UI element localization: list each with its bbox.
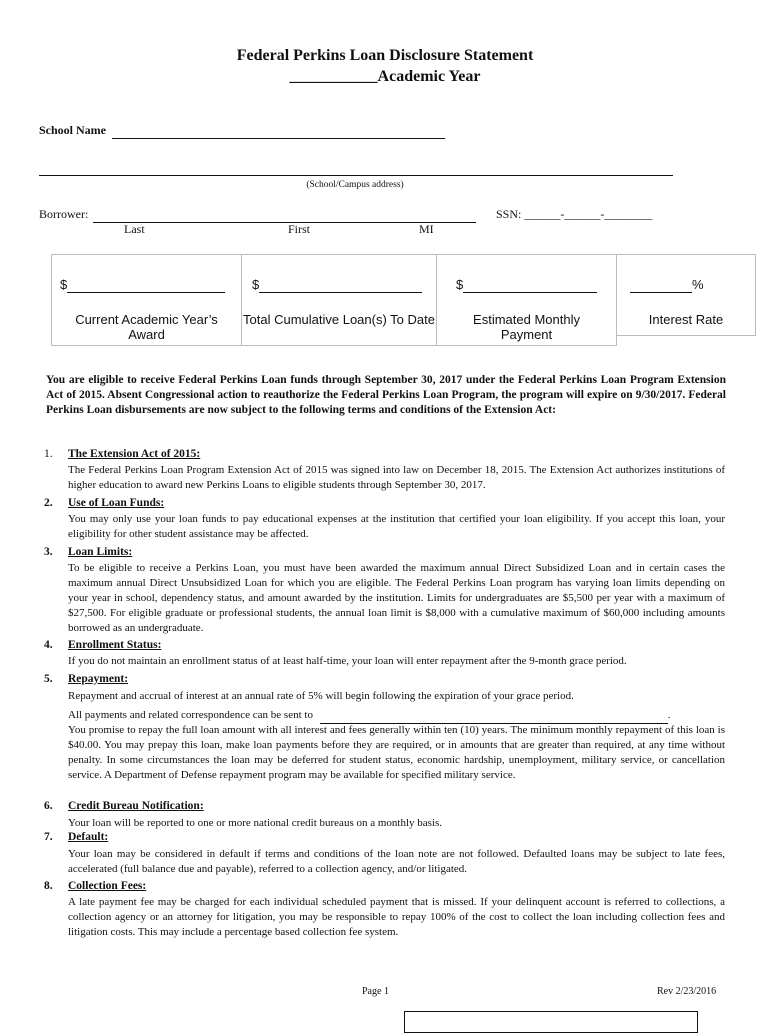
section-2-heading: 2. Use of Loan Funds: bbox=[44, 497, 165, 509]
school-name-label: School Name bbox=[39, 123, 106, 137]
page-title: Federal Perkins Loan Disclosure Statement bbox=[236, 47, 534, 64]
academic-year-line bbox=[0, 68, 770, 86]
award-box bbox=[51, 254, 242, 346]
section-7-body: Your loan may be considered in default if terms and conditions of the loan note are not followed. Defaulted loans may be subject to late fees, accelerated (full balance due and payable), referred to a collection agency, and/or litigated. bbox=[68, 848, 725, 875]
academic-year-blank[interactable]: ___________ bbox=[289, 68, 378, 85]
ssn-label: SSN: bbox=[496, 207, 522, 221]
revision-date: Rev 2/23/2016 bbox=[657, 986, 717, 997]
interest-rate-box bbox=[616, 254, 756, 336]
section-5-payment-address-row: All payments and related correspondence can be sent to . bbox=[68, 708, 725, 724]
section-8-heading: 8. Collection Fees: bbox=[44, 880, 147, 892]
section-8-body: A late payment fee may be charged for each individual scheduled payment that is missed. If your delinquent account is referred to collections, a collection agency or an attorney for litigation, you may be responsible to repay 100% of the cost to collect the loan including collection fees and litigation costs. This may include a percentage based collection fee system. bbox=[68, 896, 725, 938]
section-2-body: You may only use your loan funds to pay educational expenses at the institution that certified your loan eligibility. If you accept this loan, your eligibility for other student assistance may be affected. bbox=[68, 513, 725, 540]
borrower-mi-caption: MI bbox=[419, 222, 434, 236]
school-name-row bbox=[39, 123, 445, 139]
cumulative-box bbox=[241, 254, 437, 346]
payment-address-field[interactable] bbox=[320, 708, 668, 724]
payment-address-label: All payments and related correspondence can be sent to bbox=[68, 709, 313, 721]
interest-rate-label: Interest Rate bbox=[648, 312, 724, 327]
cumulative-label: Total Cumulative Loan(s) To Date bbox=[243, 312, 435, 327]
footer-box bbox=[404, 1011, 698, 1033]
ssn-row bbox=[496, 207, 652, 222]
intro-paragraph: You are eligible to receive Federal Perkins Loan funds through September 30, 2017 under the Federal Perkins Loan Program Extension Act of 2015. Absent Congressional action to reauthorize the Federal Perkins Loan Program, the program will expire on 9/30/2017. Federal Perkins Loan disbursements are now subject to the following terms and conditions of the Extension Act: bbox=[46, 374, 726, 416]
school-name-field[interactable] bbox=[112, 123, 445, 139]
school-address-caption: (School/Campus address) bbox=[306, 180, 404, 190]
monthly-payment-label: Estimated Monthly Payment bbox=[473, 312, 580, 342]
school-address-field[interactable] bbox=[39, 175, 673, 176]
award-label: Current Academic Year’s Award bbox=[75, 312, 218, 342]
section-7-heading: 7. Default: bbox=[44, 831, 109, 843]
section-3-body: To be eligible to receive a Perkins Loan, you must have been awarded the maximum annual Direct Subsidized Loan and in certain cases the maximum annual Direct Unsubsidized Loan for which you are eligible. The Federal Perkins Loan program has varying loan limits depending on your year in school, dependency status, and amount awarded by the institution. Limits for undergraduates are $5,500 per year with a maximum of $27,500. For eligible graduate or professional students, the annual loan limit is $8,000 with a cumulative maximum of $60,000 including amounts borrowed as an undergraduate. bbox=[68, 562, 725, 634]
award-field[interactable]: $ bbox=[60, 277, 225, 293]
borrower-first-caption: First bbox=[288, 222, 311, 236]
section-5-body: Repayment and accrual of interest at an annual rate of 5% will begin following the expiration of your grace period. bbox=[68, 690, 574, 702]
monthly-payment-box bbox=[436, 254, 617, 346]
section-1-body: The Federal Perkins Loan Program Extension Act of 2015 was signed into law on December 18, 2015. The Extension Act authorizes institutions of higher education to award new Perkins Loans to eligible students through September 30, 2017. bbox=[68, 464, 725, 491]
section-1-heading: 1. The Extension Act of 2015: bbox=[44, 448, 201, 460]
section-5-terms: You promise to repay the full loan amount with all interest and fees generally within ten (10) years. The minimum monthly repayment of this loan is $40.00. You may prepay this loan, make loan payments before they are required, or in amounts that are greater than required, at any time without penalty. In some circumstances the loan may be deferred for student status, economic hardship, unemployment, military service, or cancellation service. A Department of Defense repayment program may be available for specified military service. bbox=[68, 724, 725, 781]
section-3-heading: 3. Loan Limits: bbox=[44, 546, 133, 558]
section-5-heading: 5. Repayment: bbox=[44, 673, 129, 685]
section-4-body: If you do not maintain an enrollment status of at least half-time, your loan will enter repayment after the 9-month grace period. bbox=[68, 655, 627, 667]
section-6-body: Your loan will be reported to one or more national credit bureaus on a monthly basis. bbox=[68, 817, 443, 829]
monthly-payment-field[interactable]: $ bbox=[456, 277, 597, 293]
section-4-heading: 4. Enrollment Status: bbox=[44, 639, 162, 651]
borrower-label: Borrower: bbox=[39, 207, 89, 221]
ssn-field[interactable]: ______-______-________ bbox=[524, 207, 653, 221]
cumulative-field[interactable]: $ bbox=[252, 277, 422, 293]
interest-rate-field[interactable]: % bbox=[630, 277, 704, 293]
academic-year-label: Academic Year bbox=[377, 68, 481, 85]
borrower-last-caption: Last bbox=[124, 222, 145, 236]
section-6-heading: 6. Credit Bureau Notification: bbox=[44, 800, 204, 812]
borrower-row bbox=[39, 207, 476, 223]
borrower-name-field[interactable] bbox=[93, 207, 476, 223]
page-number: Page 1 bbox=[362, 986, 389, 997]
